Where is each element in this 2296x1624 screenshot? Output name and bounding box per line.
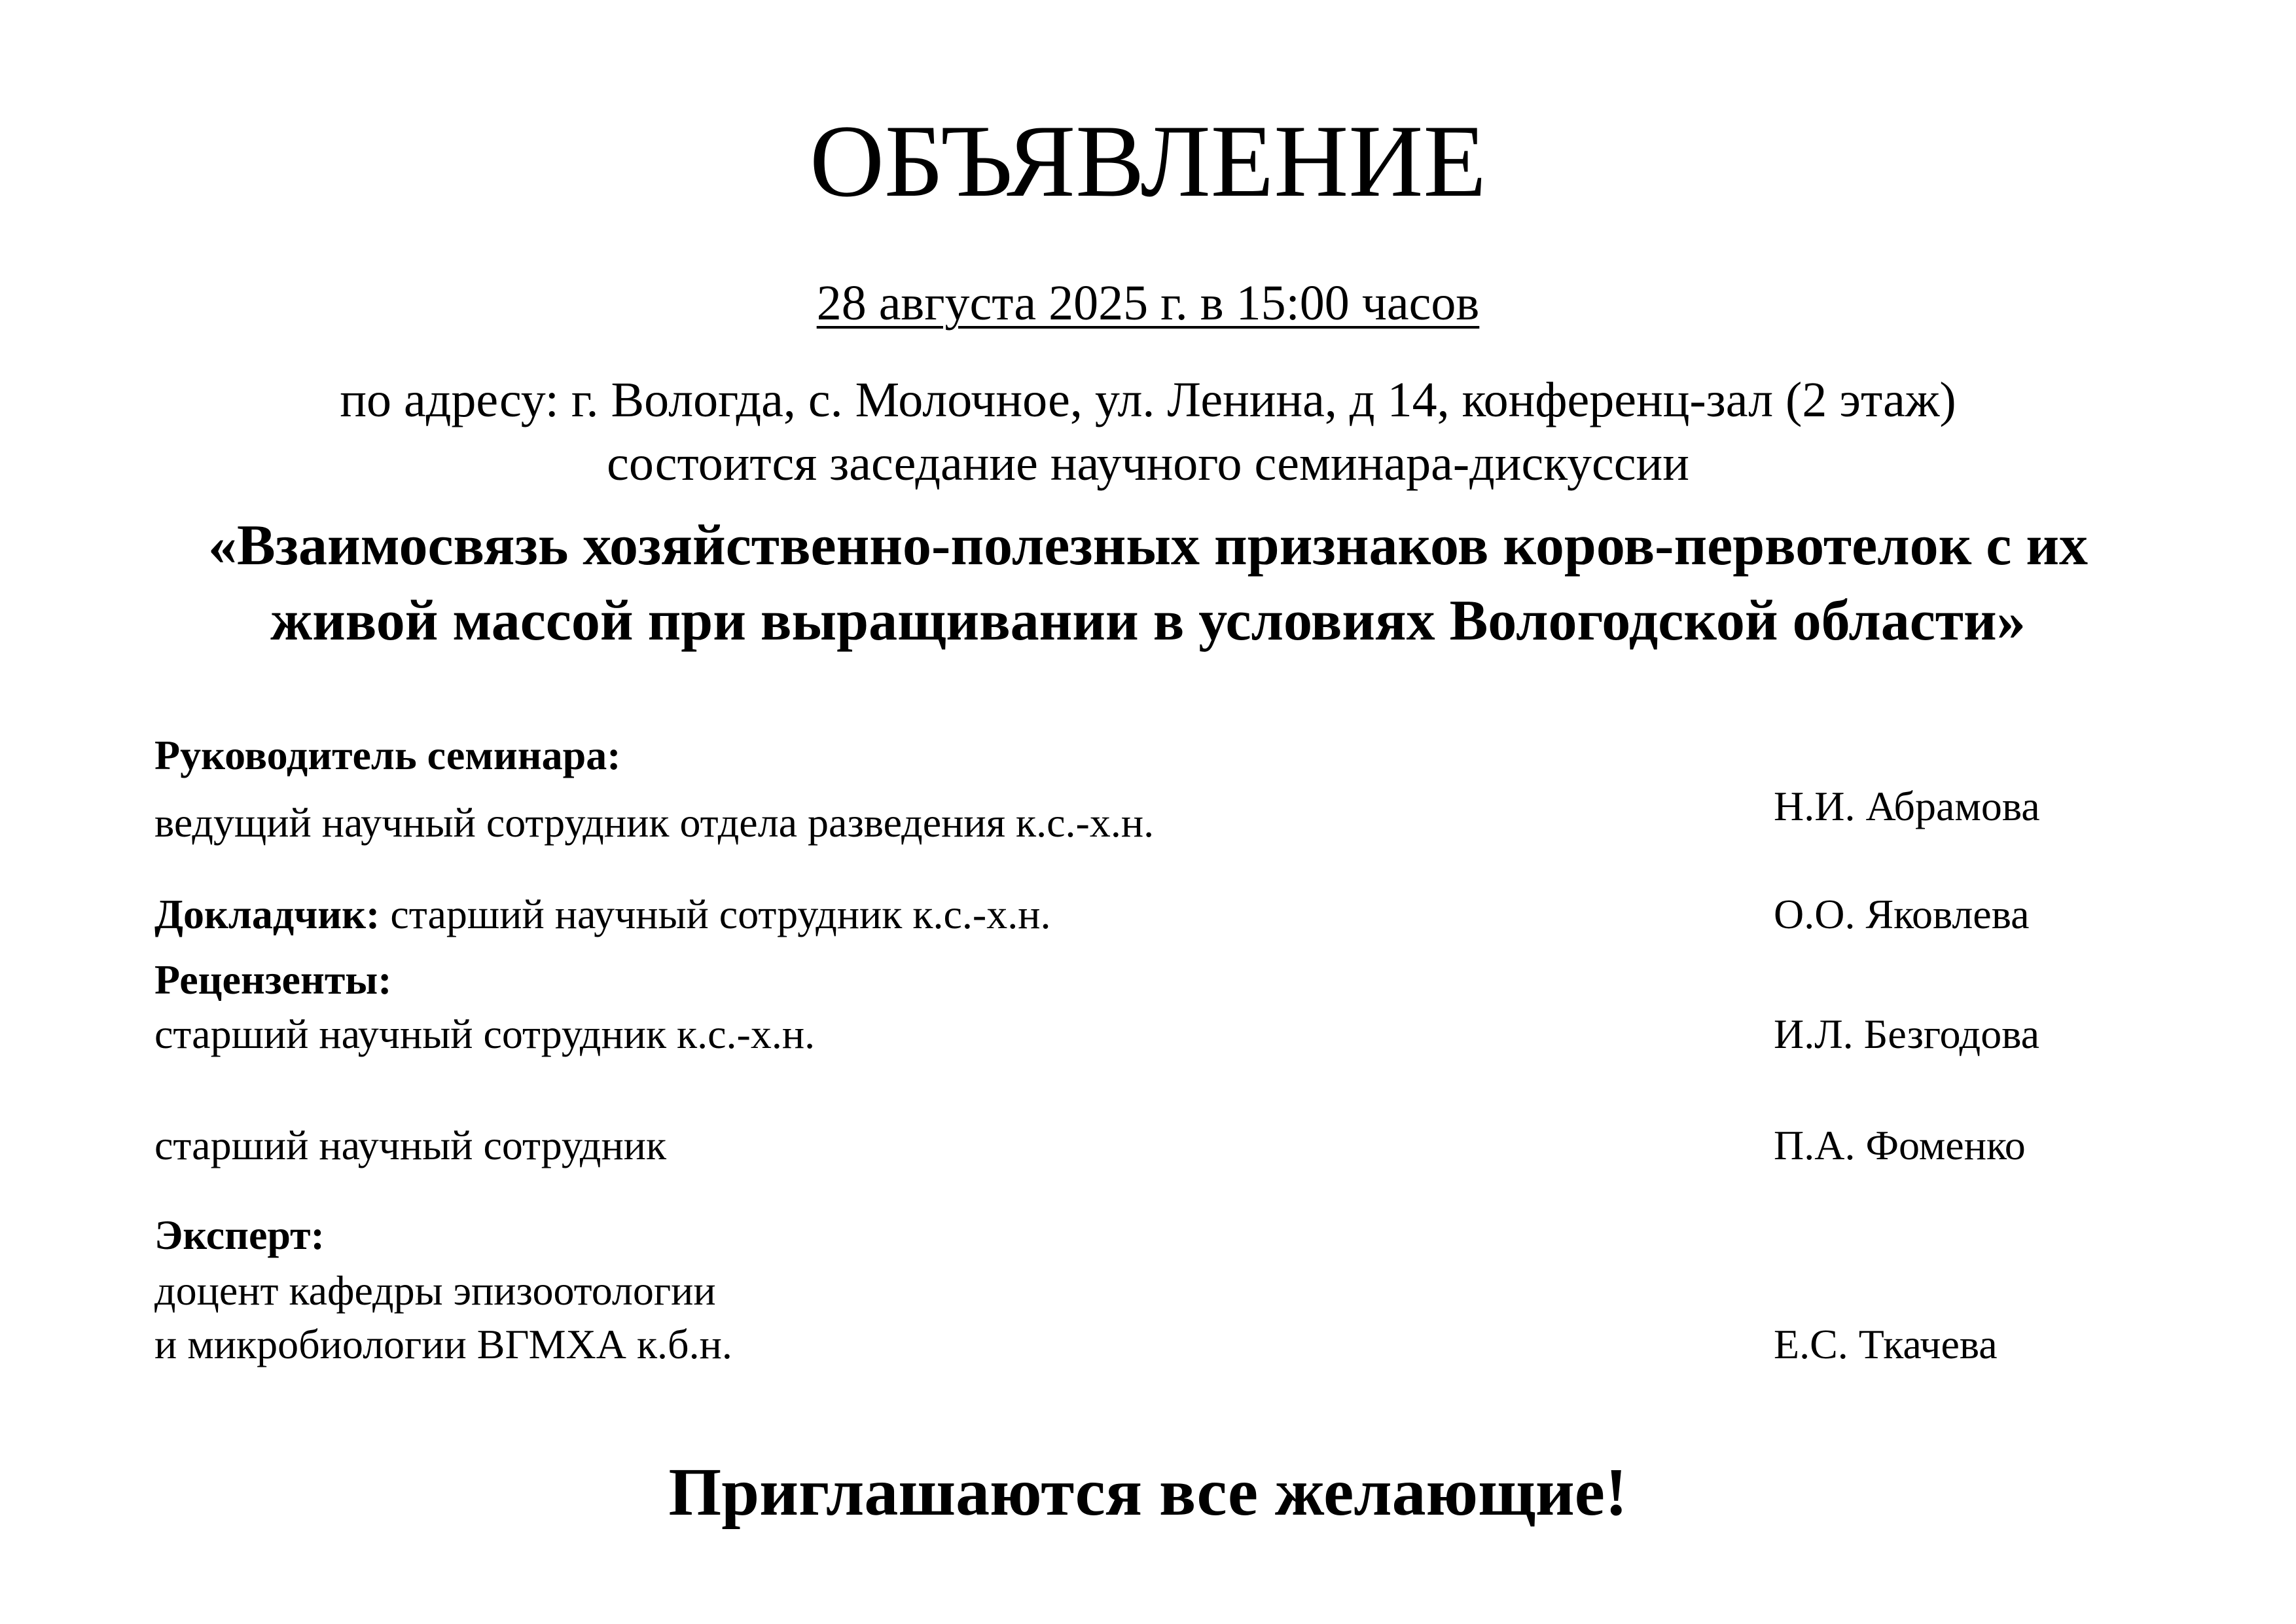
seminar-topic-line-2: живой массой при выращивании в условиях Вологодской области» — [270, 589, 2026, 653]
head-position: ведущий научный сотрудник отдела разведения к.с.-х.н. — [154, 799, 1155, 846]
speaker-role-label: Докладчик: — [154, 891, 380, 937]
head-role-label: Руководитель семинара: — [154, 732, 621, 778]
seminar-topic-line-1: «Взаимосвязь хозяйственно-полезных признаков коров-первотелок с их — [207, 514, 2089, 577]
reviewers-role-label: Рецензенты: — [154, 956, 392, 1003]
reviewer-2-position: старший научный сотрудник — [154, 1122, 667, 1168]
reviewer-1-position: старший научный сотрудник к.с.-х.н. — [154, 1011, 816, 1057]
event-date: 28 августа 2025 г. в 15:00 часов — [816, 276, 1480, 331]
speaker-position: старший научный сотрудник к.с.-х.н. — [380, 891, 1051, 937]
expert-role-label: Эксперт: — [154, 1212, 325, 1258]
page-title: ОБЪЯВЛЕНИЕ — [809, 104, 1487, 219]
reviewer-2-name: П.А. Фоменко — [1774, 1122, 2026, 1168]
expert-name: Е.С. Ткачева — [1774, 1321, 1998, 1367]
event-description: состоится заседание научного семинара-дискуссии — [607, 436, 1689, 491]
speaker-name: О.О. Яковлева — [1774, 891, 2030, 937]
expert-position-line-1: доцент кафедры эпизоотологии — [154, 1267, 716, 1314]
expert-position-line-2: и микробиологии ВГМХА к.б.н. — [154, 1321, 732, 1367]
closing-invitation: Приглашаются все желающие! — [668, 1454, 1628, 1530]
reviewer-1-name: И.Л. Безгодова — [1774, 1011, 2039, 1057]
speaker-row — [154, 893, 1050, 935]
event-address: по адресу: г. Вологда, с. Молочное, ул. Ленина, д 14, конференц-зал (2 этаж) — [340, 372, 1956, 427]
head-name: Н.И. Абрамова — [1774, 783, 2040, 829]
